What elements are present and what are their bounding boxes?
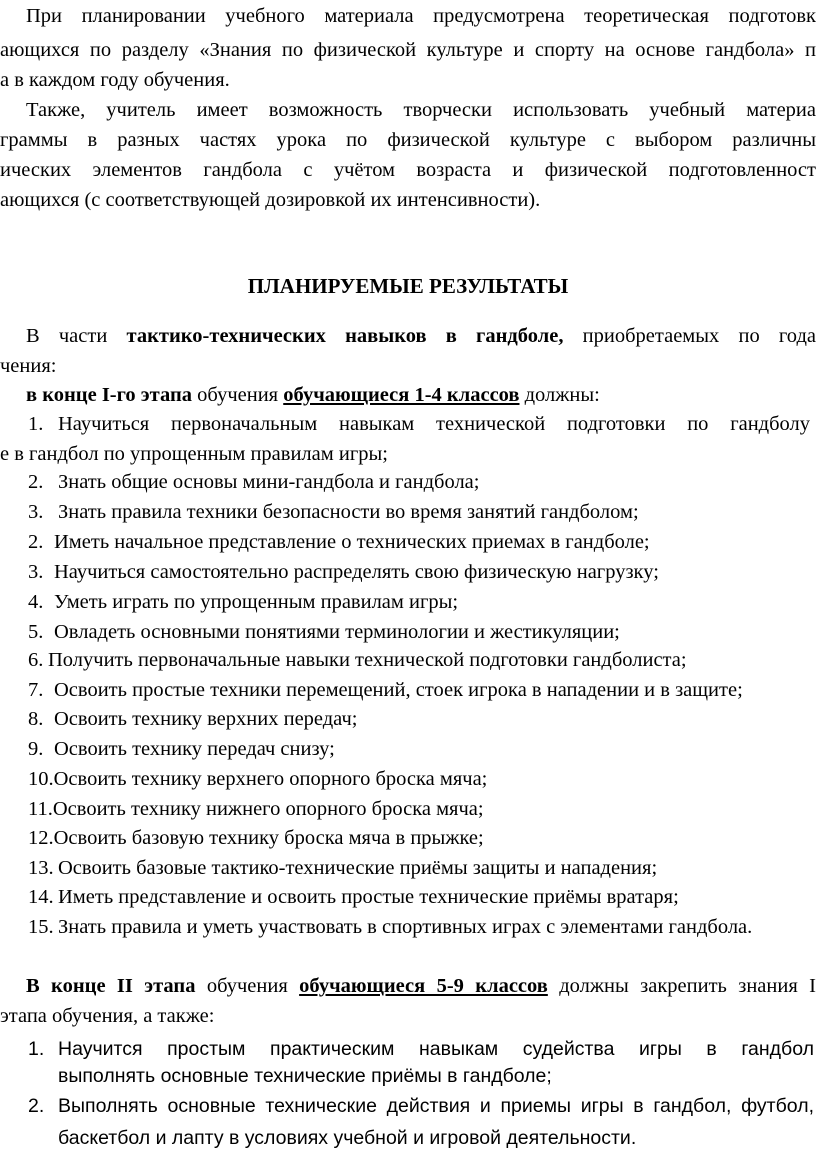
list1-item [28,913,752,941]
intro-line-1: При планировании учебного материала предусмотрена теоретическая подготовк [26,5,816,27]
stage1-header [26,381,600,409]
list1-num: 1. [28,413,44,435]
stage2-tail: должны закрепить знания I [547,975,816,997]
list2-item [28,1092,816,1120]
list1-num: 4. [28,591,44,613]
stage1-tail: должны: [519,384,600,406]
section-heading: ПЛАНИРУЕМЫЕ РЕЗУЛЬТАТЫ [247,274,569,298]
list1-text: Знать общие основы мини-гандбола и гандбола; [58,471,480,493]
stage1-bold: в конце I-го этапа [26,384,193,406]
list1-num: 6. [28,649,44,671]
list1-item [28,824,484,852]
stage1-underline: обучающиеся 1-4 классов [283,384,520,406]
intro-line-5: граммы в разных частях урока по физической культуре с выбором различны [0,129,816,151]
list1-text: Научиться самостоятельно распределять свою физическую нагрузку; [54,561,659,583]
list1-num: 12. [28,827,54,849]
list1-num: 11. [28,798,53,820]
list1-item [28,618,620,646]
list2-item [28,1035,816,1063]
list1-item [28,410,816,438]
list1-num: 8. [28,708,44,730]
list1-text: Овладеть основными понятиями терминологии и жестикуляции; [54,621,620,643]
list1-num: 7. [28,679,44,701]
list1-item [28,854,657,882]
intro-line-6: ических элементов гандбола с учётом возраста и физической подготовленност [0,159,816,181]
list1-item [28,588,458,616]
list2-num: 1. [28,1038,45,1060]
stage2-line-2: этапа обучения, а также: [0,1005,215,1027]
list1-item [28,498,639,526]
list1-num: 13. [28,857,54,879]
stage2-bold: В конце II этапа [26,975,196,997]
list2-text: Выполнять основные технические действия и приемы игры в гандбол, футбол, [58,1095,814,1117]
list1-item [28,735,335,763]
list1-item [28,883,679,911]
list1-item [28,676,743,704]
list1-num: 5. [28,621,44,643]
list2-item-cont: выполнять основные технические приёмы в гандболе; [58,1065,552,1087]
intro-line-3: а в каждом году обучения. [0,69,230,91]
list2-item-cont: баскетбол и лапту в условиях учебной и игровой деятельности. [58,1127,637,1149]
list2-text: Научится простым практическим навыкам судейства игры в гандбол [58,1038,814,1060]
list1-text: Освоить базовые тактико-технические приёмы защиты и нападения; [58,857,658,879]
list1-item [28,646,687,674]
list1-text: Освоить технику верхнего опорного броска мяча; [53,768,488,790]
list1-item [28,705,357,733]
list1-text: Иметь представление и освоить простые технические приёмы вратаря; [58,886,679,908]
stage1-mid: обучения [192,384,284,406]
section-intro-post: приобретаемых по года [563,325,816,347]
list1-text: Освоить технику верхних передач; [54,708,358,730]
list1-text: Получить первоначальные навыки технической подготовки гандболиста; [48,649,687,671]
list1-num: 3. [28,561,44,583]
list1-num: 9. [28,738,44,760]
list1-num: 3. [28,501,44,523]
intro-line-4: Также, учитель имеет возможность творчески использовать учебный материа [26,99,816,121]
list1-item [28,528,650,556]
intro-line-2: ающихся по разделу «Знания по физической культуре и спорту на основе гандбола» п [0,39,816,61]
section-intro-line-1 [26,322,816,350]
list1-num: 2. [28,531,44,553]
list1-item [28,468,479,496]
list1-num: 15. [28,916,54,938]
intro-line-7: ающихся (с соответствующей дозировкой их интенсивности). [0,189,541,211]
list1-num: 2. [28,471,44,493]
list1-text: Освоить базовую технику броска мяча в прыжке; [53,827,484,849]
list1-item: е в гандбол по упрощенным правилам игры; [0,443,388,465]
stage2-mid: обучения [195,975,300,997]
list2-num: 2. [28,1095,45,1117]
list1-text: Знать правила техники безопасности во время занятий гандболом; [58,501,639,523]
list1-text: Научиться первоначальным навыкам технической подготовки по гандболу [58,413,810,435]
list1-item [28,765,487,793]
list1-item [28,795,484,823]
list1-num: 14. [28,886,54,908]
list1-text: Освоить простые техники перемещений, стоек игрока в нападении и в защите; [54,679,743,701]
list1-item [28,558,659,586]
list1-text: Иметь начальное представление о технических приемах в гандболе; [54,531,650,553]
list1-num: 10. [28,768,54,790]
section-intro-line-2: чения: [0,355,57,377]
list1-text: Освоить технику нижнего опорного броска мяча; [52,798,484,820]
section-intro-bold: тактико-технических навыков в гандболе, [126,325,564,347]
stage2-header [26,972,816,1000]
list1-text: Знать правила и уметь участвовать в спортивных играх с элементами гандбола. [58,916,753,938]
section-intro-pre: В части [26,325,127,347]
list1-text: Освоить технику передач снизу; [54,738,335,760]
list1-text: Уметь играть по упрощенным правилам игры; [54,591,459,613]
stage2-underline: обучающиеся 5-9 классов [299,975,548,997]
